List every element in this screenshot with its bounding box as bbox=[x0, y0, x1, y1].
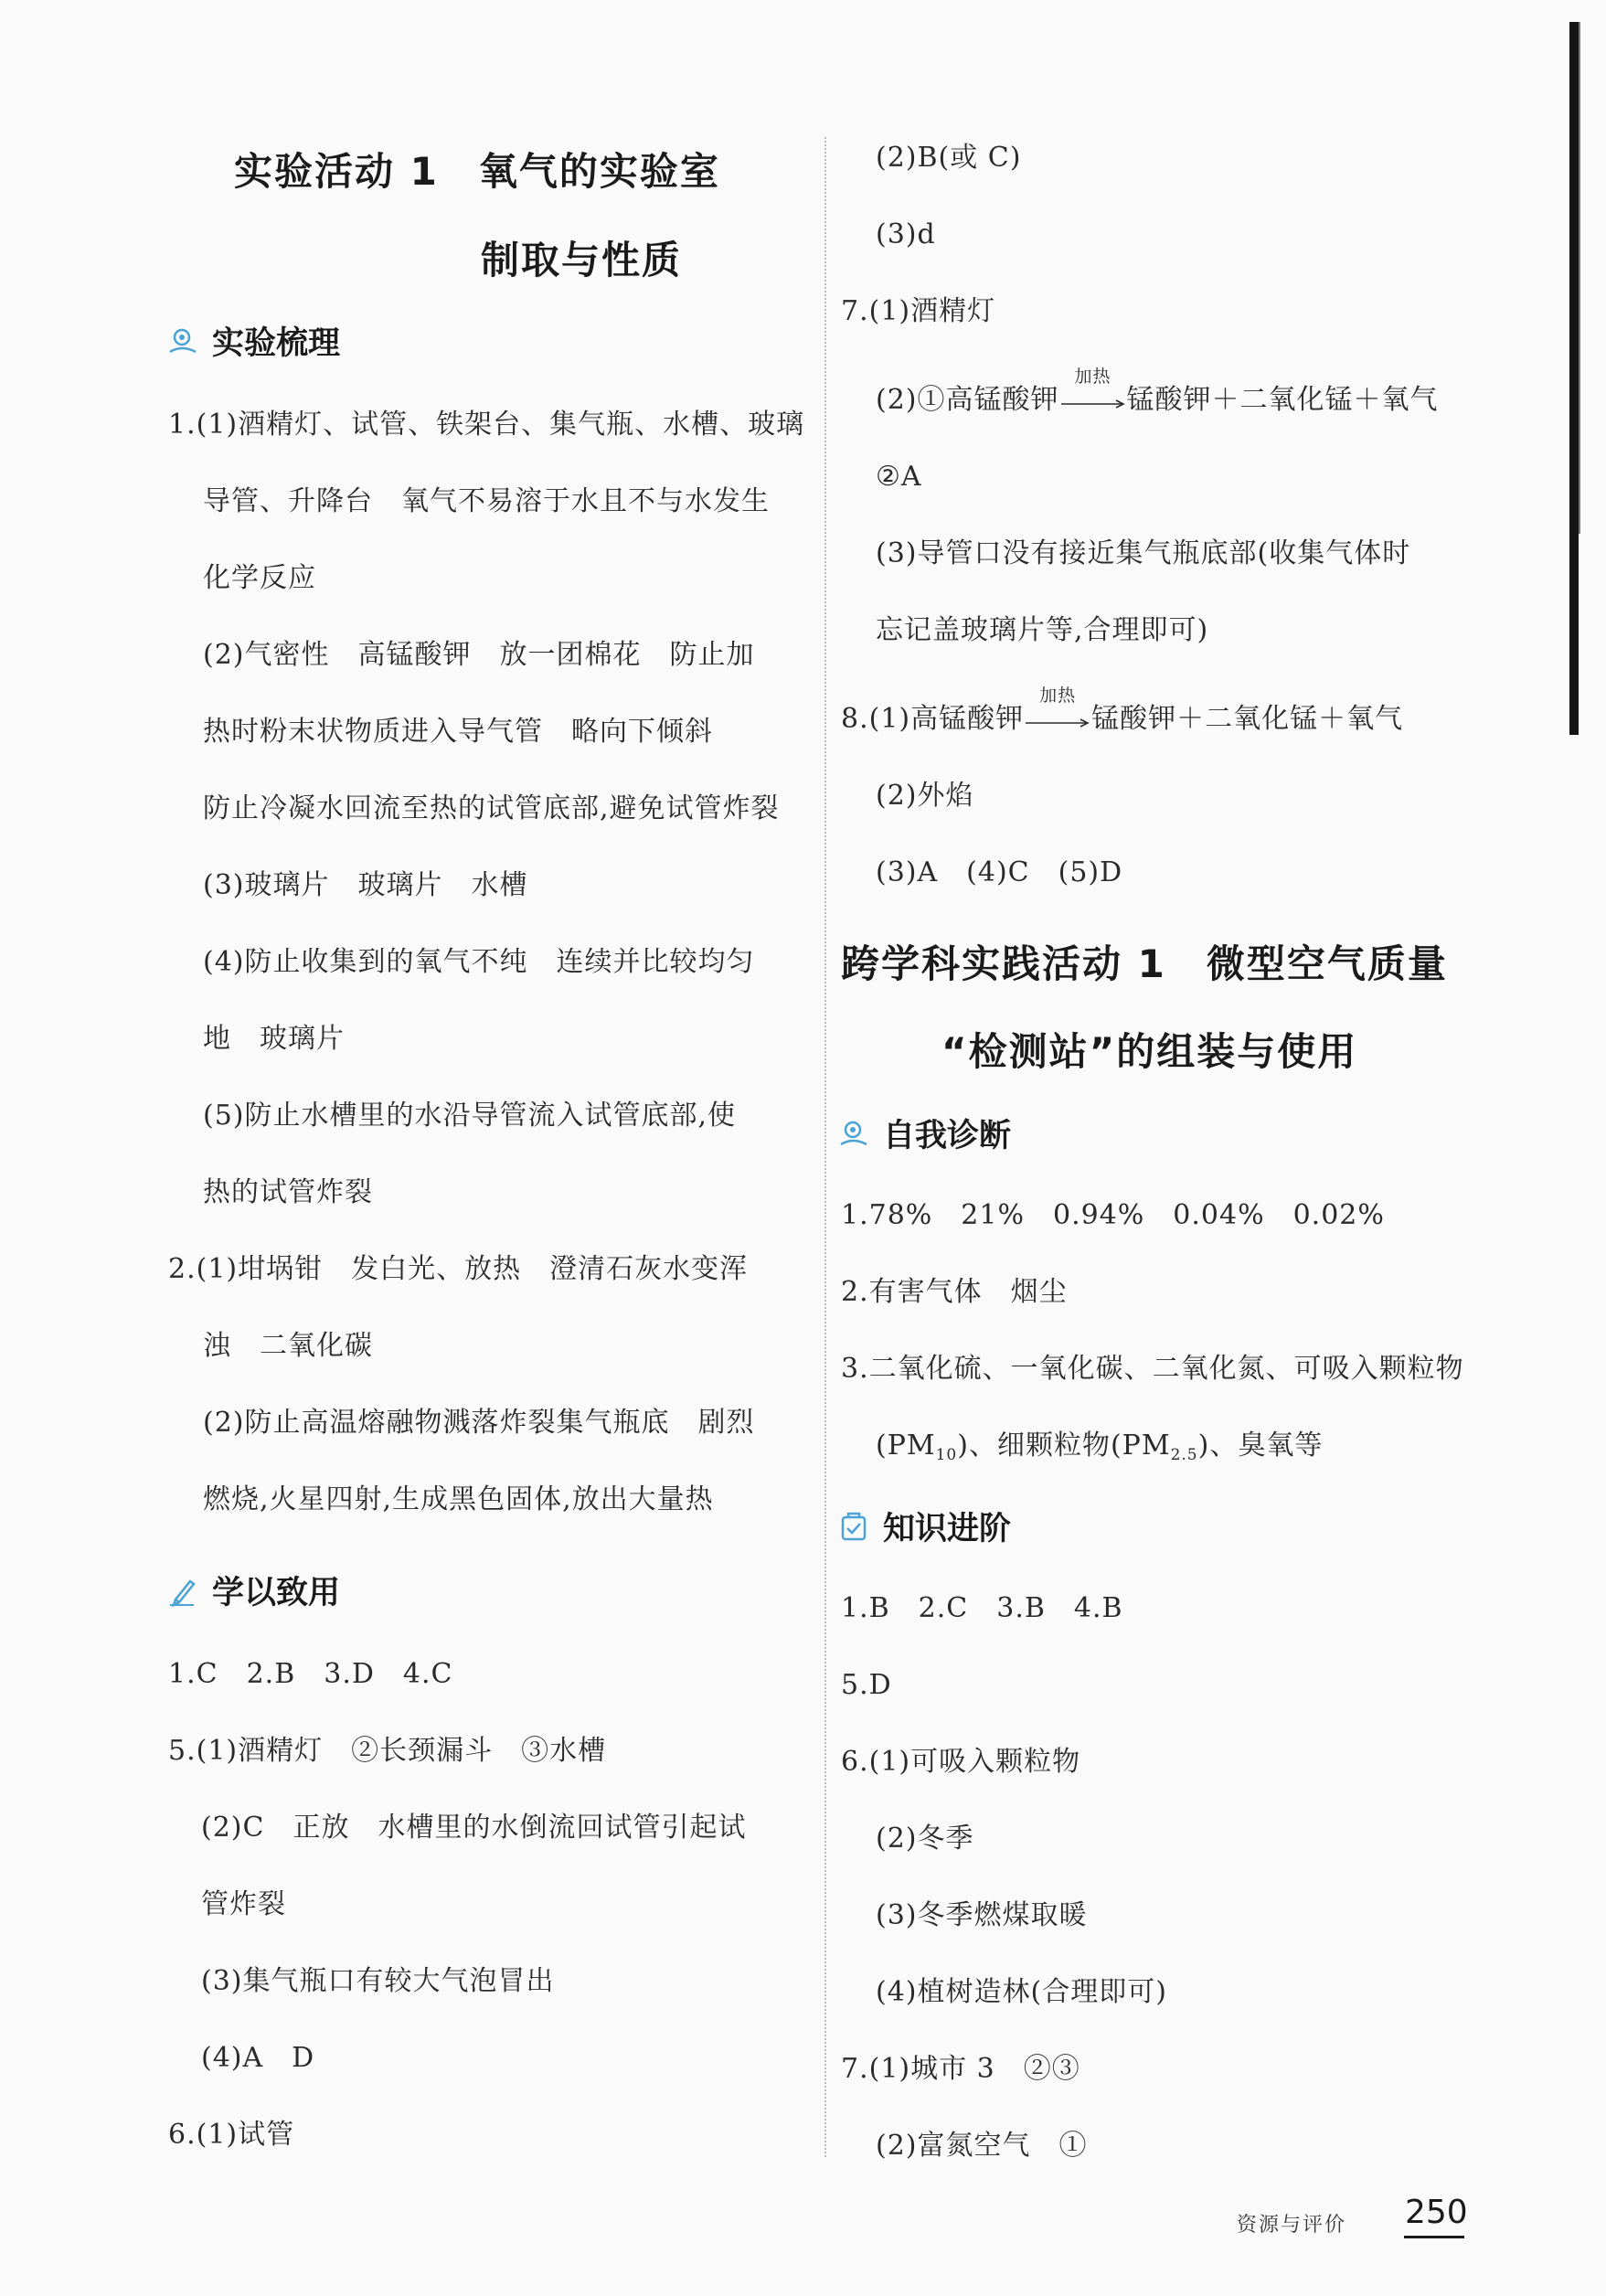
pm25-subscript: 2.5 bbox=[1170, 1446, 1198, 1464]
answer-line: 防止冷凝水回流至热的试管底部,避免试管炸裂 bbox=[203, 792, 780, 824]
section-title: 知识进阶 bbox=[883, 1511, 1012, 1547]
section-header-experiment-review bbox=[166, 318, 340, 364]
answer-line: 管炸裂 bbox=[201, 1888, 286, 1920]
pm-mid: )、细颗粒物(PM bbox=[957, 1430, 1171, 1462]
section-title: 实验梳理 bbox=[212, 325, 341, 362]
answer-line: 2.(1)坩埚钳 发白光、放热 澄清石灰水变浑 bbox=[168, 1253, 749, 1285]
answer-line: (4)防止收集到的氧气不纯 连续并比较均匀 bbox=[203, 946, 755, 978]
page-number-underline bbox=[1404, 2236, 1464, 2238]
answer-line: (2)B(或 C) bbox=[876, 142, 1022, 174]
arrow-icon bbox=[1059, 399, 1127, 409]
answer-line: 浊 二氧化碳 bbox=[203, 1330, 373, 1362]
answer-line: (3)集气瓶口有较大气泡冒出 bbox=[201, 1965, 555, 1997]
reaction-condition: 加热 bbox=[1074, 367, 1111, 387]
answer-line: (2)冬季 bbox=[876, 1823, 974, 1855]
equation-line bbox=[841, 686, 1404, 738]
answer-line: 热的试管炸裂 bbox=[203, 1176, 373, 1208]
activity-title-line2: “检测站”的组装与使用 bbox=[941, 1029, 1358, 1074]
answer-line: 5.D bbox=[841, 1669, 892, 1701]
answer-line: 热时粉末状物质进入导气管 略向下倾斜 bbox=[203, 716, 713, 748]
answer-line: 地 玻璃片 bbox=[203, 1023, 345, 1055]
answer-line: 忘记盖玻璃片等,合理即可) bbox=[876, 614, 1209, 646]
answer-line: 2.有害气体 烟尘 bbox=[841, 1276, 1068, 1308]
reaction-arrow bbox=[1024, 686, 1091, 738]
equation-reactant: (2)①高锰酸钾 bbox=[876, 384, 1059, 416]
answer-line: 1.(1)酒精灯、试管、铁架台、集气瓶、水槽、玻璃 bbox=[168, 409, 805, 441]
answer-line: 1.B 2.C 3.B 4.B bbox=[841, 1592, 1123, 1624]
pm-close: )、臭氧等 bbox=[1197, 1430, 1324, 1462]
answer-line: (2)防止高温熔融物溅落炸裂集气瓶底 剧烈 bbox=[203, 1407, 755, 1439]
answer-line: ②A bbox=[876, 461, 922, 493]
equation-products: 锰酸钾＋二氧化锰＋氧气 bbox=[1126, 384, 1439, 416]
answer-line: 1.C 2.B 3.D 4.C bbox=[168, 1658, 453, 1690]
pencil-icon bbox=[166, 1574, 199, 1607]
answer-line: (2)富氮空气 ① bbox=[876, 2130, 1088, 2162]
answer-line: (3)冬季燃煤取暖 bbox=[876, 1899, 1088, 1931]
column-divider bbox=[824, 137, 826, 2157]
answer-line: (2)气密性 高锰酸钾 放一团棉花 防止加 bbox=[203, 639, 755, 671]
section-header-apply-learning bbox=[166, 1568, 340, 1613]
equation-line bbox=[876, 367, 1439, 419]
answer-line: (3)玻璃片 玻璃片 水槽 bbox=[203, 869, 528, 901]
answer-line: 燃烧,火星四射,生成黑色固体,放出大量热 bbox=[203, 1483, 714, 1515]
activity-title-line2: 制取与性质 bbox=[481, 238, 683, 282]
answer-line: 1.78% 21% 0.94% 0.04% 0.02% bbox=[841, 1199, 1385, 1231]
answer-line: 6.(1)可吸入颗粒物 bbox=[841, 1746, 1081, 1778]
arrow-icon bbox=[1024, 718, 1091, 728]
footer-label: 资源与评价 bbox=[1237, 2214, 1347, 2237]
answer-line: 7.(1)城市 3 ②③ bbox=[841, 2053, 1080, 2085]
answer-line: 导管、升降台 氧气不易溶于水且不与水发生 bbox=[203, 485, 770, 517]
reaction-arrow bbox=[1059, 367, 1127, 419]
answer-line: (2)C 正放 水槽里的水倒流回试管引起试 bbox=[201, 1812, 747, 1844]
equation-products: 锰酸钾＋二氧化锰＋氧气 bbox=[1091, 703, 1404, 735]
activity-title-line1: 实验活动 1 氧气的实验室 bbox=[234, 149, 720, 194]
pm10-subscript: 10 bbox=[935, 1446, 958, 1464]
section-title: 自我诊断 bbox=[883, 1118, 1012, 1154]
answer-line: 3.二氧化硫、一氧化碳、二氧化氮、可吸入颗粒物 bbox=[841, 1353, 1464, 1385]
section-title: 学以致用 bbox=[212, 1575, 341, 1611]
binding-edge-bar bbox=[1569, 22, 1579, 735]
answer-line: (3)A (4)C (5)D bbox=[876, 856, 1123, 888]
answer-line: 6.(1)试管 bbox=[168, 2119, 295, 2151]
answer-line: 5.(1)酒精灯 ②长颈漏斗 ③水槽 bbox=[168, 1735, 607, 1767]
location-pin-icon bbox=[166, 324, 199, 357]
answer-line: (3)导管口没有接近集气瓶底部(收集气体时 bbox=[876, 537, 1411, 569]
answer-line: (4)A D bbox=[201, 2042, 315, 2074]
page-number: 250 bbox=[1405, 2194, 1468, 2231]
answer-line: (3)d bbox=[876, 218, 936, 250]
section-header-knowledge-advance bbox=[837, 1504, 1011, 1549]
answer-line: (2)外焰 bbox=[876, 780, 974, 812]
binding-edge-line bbox=[1579, 22, 1580, 534]
answer-line: 化学反应 bbox=[203, 562, 316, 594]
pm-open: (PM bbox=[876, 1430, 936, 1462]
equation-reactant: 8.(1)高锰酸钾 bbox=[841, 703, 1025, 735]
pm-answer-line bbox=[876, 1428, 1323, 1473]
section-header-self-diagnosis bbox=[837, 1111, 1011, 1156]
answer-line: (5)防止水槽里的水沿导管流入试管底部,使 bbox=[203, 1100, 737, 1132]
checklist-icon bbox=[837, 1510, 870, 1543]
reaction-condition: 加热 bbox=[1039, 686, 1077, 706]
activity-title-line1: 跨学科实践活动 1 微型空气质量 bbox=[841, 941, 1448, 986]
answer-line: 7.(1)酒精灯 bbox=[841, 295, 996, 327]
location-pin-icon bbox=[837, 1117, 870, 1150]
answer-line: (4)植树造林(合理即可) bbox=[876, 1976, 1167, 2008]
